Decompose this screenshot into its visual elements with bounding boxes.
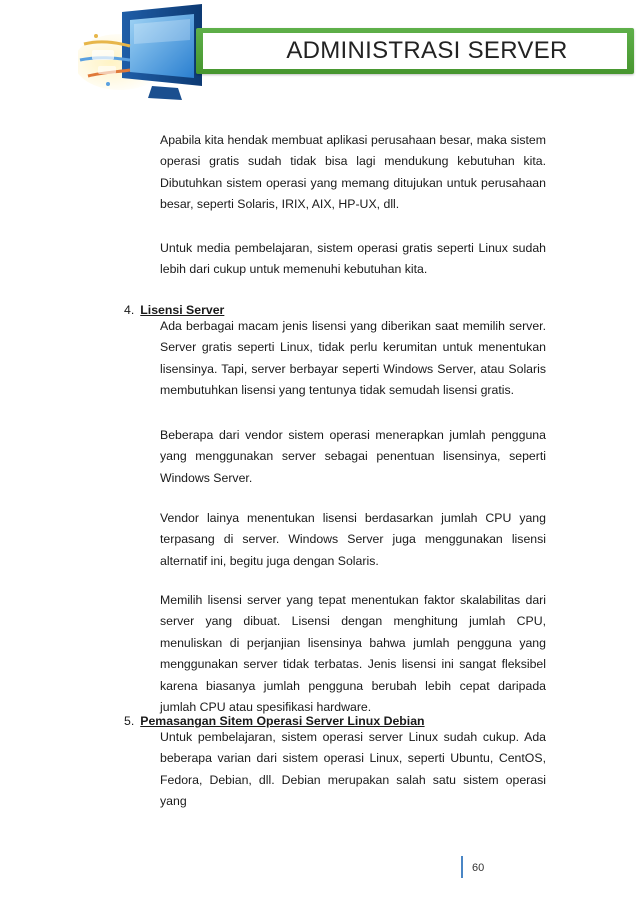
paragraph-media: Untuk media pembelajaran, sistem operasi gratis seperti Linux sudah lebih dari cukup untuk memenuhi kebutuhan kita. (160, 241, 546, 277)
paragraph-intro: Apabila kita hendak membuat aplikasi perusahaan besar, maka sistem operasi gratis sudah tidak bisa lagi mendukung kebutuhan kita. Dibutuhkan sistem operasi yang memang ditujukan untuk perusahaan besar, seperti Solaris, IRIX, AIX, HP-UX, dll. (160, 133, 546, 212)
paragraph-lisensi-2: Beberapa dari vendor sistem operasi menerapkan jumlah pengguna yang menggunakan server sebagai penentuan lisensinya, seperti Windows Server. (160, 428, 546, 485)
section-title: Pemasangan Sitem Operasi Server Linux Debian (140, 714, 425, 728)
footer-divider (461, 856, 463, 878)
header-banner (196, 28, 634, 74)
page-number: 60 (472, 862, 485, 874)
section-number: 5. (124, 714, 135, 728)
header-banner-inner (203, 33, 627, 69)
paragraph-lisensi-1: Ada berbagai macam jenis lisensi yang diberikan saat memilih server. Server gratis seperti Linux, tidak perlu kerumitan untuk menentukan lisensinya. Tapi, server berbayar seperti Windows Server, atau Solaris membutuhkan lisensi yang tentunya tidak semudah lisensi gratis. (160, 319, 546, 398)
paragraph-debian: Untuk pembelajaran, sistem operasi server Linux sudah cukup. Ada beberapa varian dari sistem operasi Linux, seperti Ubuntu, CentOS, Fedora, Debian, dll. Debian merupakan salah satu sistem operasi yang (160, 730, 546, 809)
paragraph-lisensi-3: Vendor lainya menentukan lisensi berdasarkan jumlah CPU yang terpasang di server. Windows Server juga menggunakan lisensi alternatif ini, begitu juga dengan Solaris. (160, 511, 546, 568)
paragraph-lisensi-4: Memilih lisensi server yang tepat menentukan faktor skalabilitas dari server yang dibuat. Lisensi dengan menghitung jumlah CPU, menuliskan di perjanjian lisensinya bahwa jumlah pengguna yang menggunakan server tidak terbatas. Jenis lisensi ini sangat fleksibel karena biasanya jumlah pengguna berubah lebih cepat daripada jumlah CPU atau spesifikasi hardware. (160, 593, 546, 715)
section-number: 4. (124, 303, 135, 317)
page-title: ADMINISTRASI SERVER (286, 37, 568, 64)
section-title: Lisensi Server (140, 303, 225, 317)
